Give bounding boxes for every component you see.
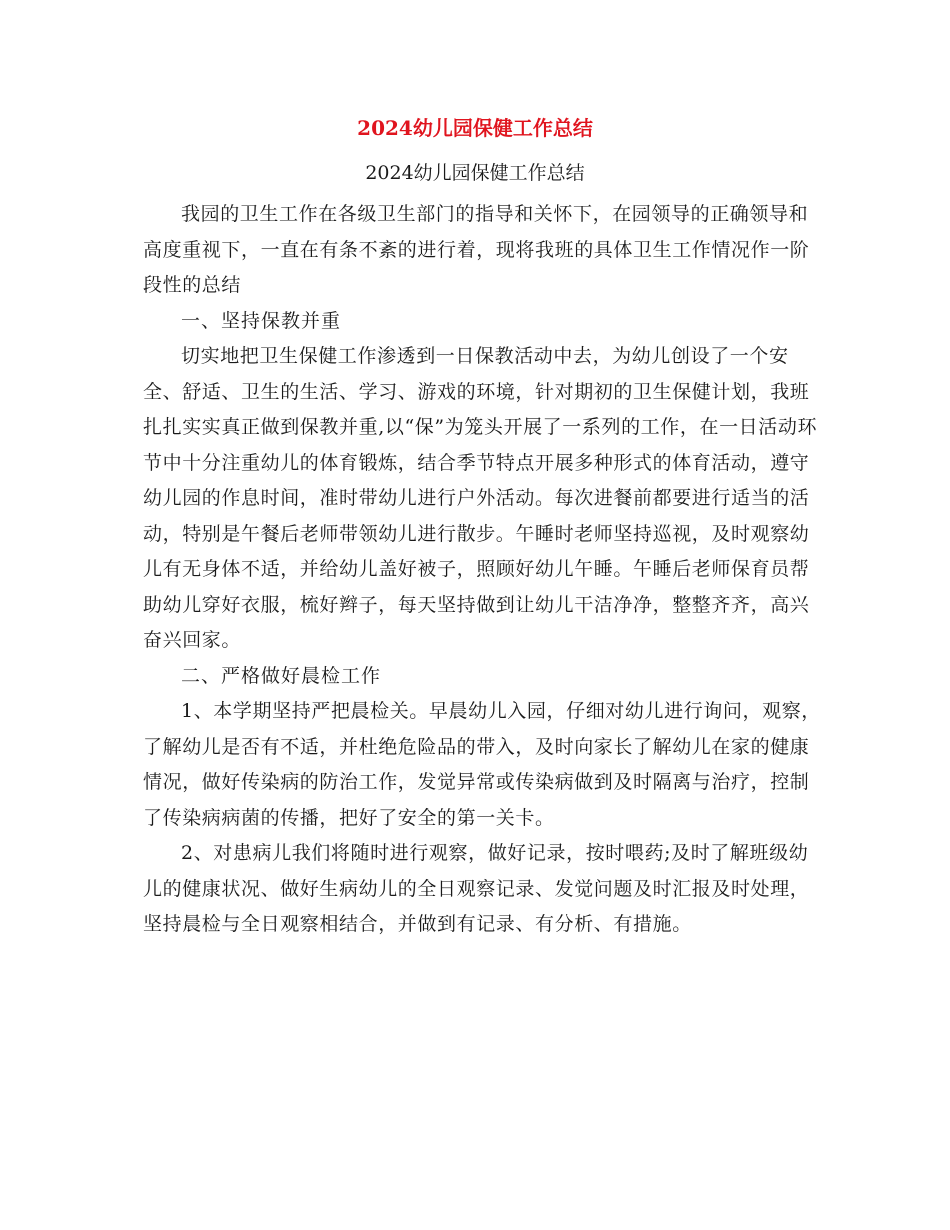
document-title: 2024幼儿园保健工作总结 [357,116,593,140]
section-2-item-1: 1、本学期坚持严把晨检关。早晨幼儿入园，仔细对幼儿进行询问，观察，了解幼儿是否有不适，并杜绝危险品的带入，及时向家长了解幼儿在家的健康情况，做好传染病的防治工作，发觉异常或传染病做到及时隔离与治疗，控制了传染病病菌的传播，把好了安全的第一关卡。 [143,700,821,829]
document-subtitle: 2024幼儿园保健工作总结 [365,162,585,184]
section-heading-1: 一、坚持保教并重 [181,309,342,332]
section-heading-2: 二、严格做好晨检工作 [181,664,382,687]
section-2-item-2: 2、对患病儿我们将随时进行观察，做好记录，按时喂药;及时了解班级幼儿的健康状况、做好生病幼儿的全日观察记录、发觉问题及时汇报及时处理，坚持晨检与全日观察相结合，并做到有记录、有分析、有措施。 [143,842,810,935]
intro-paragraph: 我园的卫生工作在各级卫生部门的指导和关怀下，在园领导的正确领导和高度重视下，一直在有条不紊的进行着，现将我班的具体卫生工作情况作一阶段性的总结 [143,203,810,296]
document-body [143,197,823,943]
section-1-paragraph: 切实地把卫生保健工作渗透到一日保教活动中去，为幼儿创设了一个安全、舒适、卫生的生活、学习、游戏的环境，针对期初的卫生保健计划，我班扎扎实实真正做到保教并重,以“保”为笼头开展了一系列的工作，在一日活动环节中十分注重幼儿的体育锻炼，结合季节特点开展多种形式的体育活动，遵守幼儿园的作息时间，准时带幼儿进行户外活动。每次进餐前都要进行适当的活动，特别是午餐后老师带领幼儿进行散步。午睡时老师坚持巡视，及时观察幼儿有无身体不适，并给幼儿盖好被子，照顾好幼儿午睡。午睡后老师保育员帮助幼儿穿好衣服，梳好辫子，每天坚持做到让幼儿干洁净净，整整齐齐，高兴奋兴回家。 [143,345,818,651]
